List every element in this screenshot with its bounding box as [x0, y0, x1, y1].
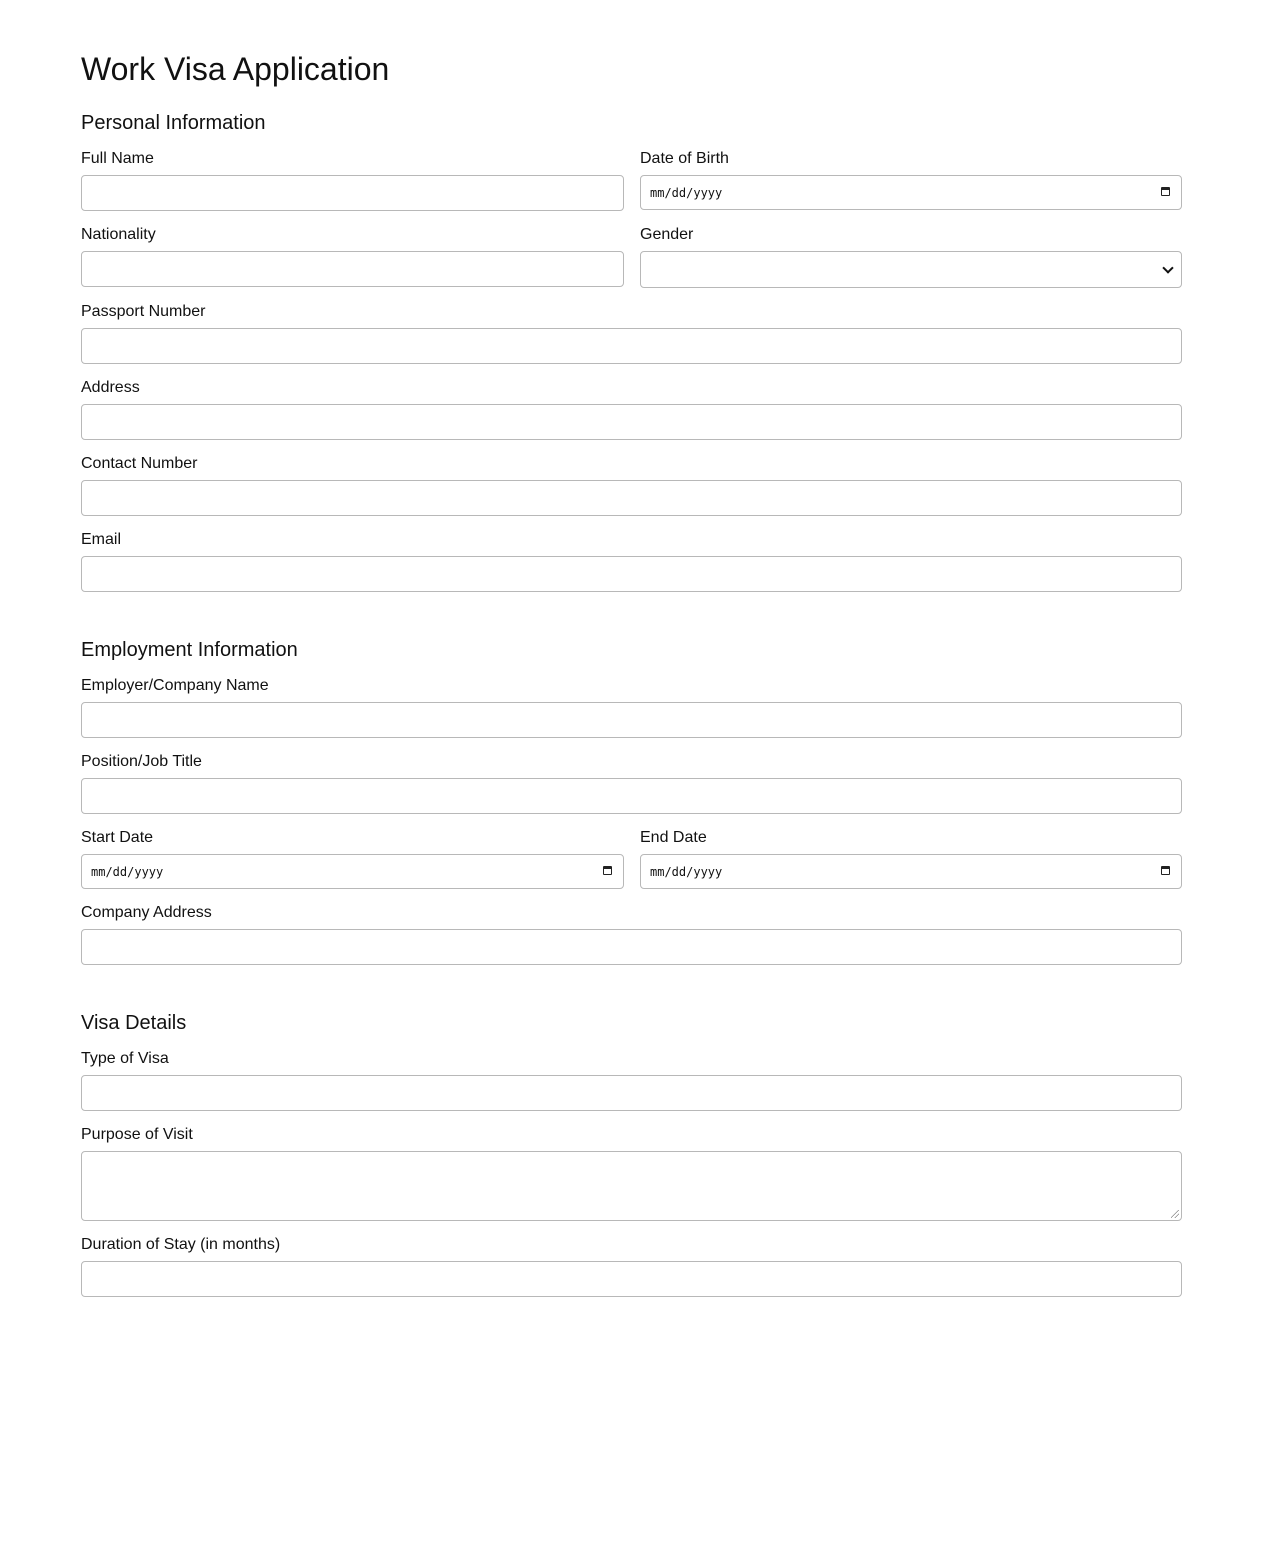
email-label: Email	[81, 531, 122, 548]
section-employment-heading: Employment Information	[81, 639, 298, 661]
calendar-icon[interactable]	[603, 866, 612, 875]
section-personal-heading: Personal Information	[81, 112, 266, 134]
dob-input[interactable]	[640, 175, 1182, 210]
address-label: Address	[81, 379, 140, 396]
nationality-input[interactable]	[81, 251, 624, 287]
gender-select[interactable]	[640, 251, 1182, 288]
start-date-input[interactable]	[81, 854, 624, 889]
dob-label: Date of Birth	[640, 150, 729, 167]
visa-type-input[interactable]	[81, 1075, 1182, 1111]
dob-placeholder: mm/dd/yyyy	[650, 186, 723, 200]
employer-input[interactable]	[81, 702, 1182, 738]
passport-input[interactable]	[81, 328, 1182, 364]
end-date-label: End Date	[640, 829, 707, 846]
calendar-icon[interactable]	[1161, 187, 1170, 196]
gender-label: Gender	[640, 226, 694, 243]
company-address-label: Company Address	[81, 904, 212, 921]
passport-label: Passport Number	[81, 303, 206, 320]
end-date-placeholder: mm/dd/yyyy	[650, 865, 723, 879]
nationality-label: Nationality	[81, 226, 156, 243]
end-date-input[interactable]	[640, 854, 1182, 889]
page-title: Work Visa Application	[81, 51, 390, 87]
start-date-placeholder: mm/dd/yyyy	[91, 865, 164, 879]
purpose-label: Purpose of Visit	[81, 1126, 193, 1143]
company-address-input[interactable]	[81, 929, 1182, 965]
position-label: Position/Job Title	[81, 753, 202, 770]
purpose-textarea[interactable]	[81, 1151, 1182, 1221]
email-input[interactable]	[81, 556, 1182, 592]
full-name-input[interactable]	[81, 175, 624, 211]
contact-input[interactable]	[81, 480, 1182, 516]
visa-type-label: Type of Visa	[81, 1050, 169, 1067]
duration-label: Duration of Stay (in months)	[81, 1236, 281, 1253]
full-name-label: Full Name	[81, 150, 154, 167]
start-date-label: Start Date	[81, 829, 154, 846]
resize-handle-icon[interactable]	[1171, 1210, 1179, 1218]
address-input[interactable]	[81, 404, 1182, 440]
calendar-icon[interactable]	[1161, 866, 1170, 875]
contact-label: Contact Number	[81, 455, 198, 472]
position-input[interactable]	[81, 778, 1182, 814]
employer-label: Employer/Company Name	[81, 677, 269, 694]
duration-input[interactable]	[81, 1261, 1182, 1297]
section-visa-heading: Visa Details	[81, 1012, 187, 1034]
chevron-down-icon	[1162, 262, 1173, 273]
